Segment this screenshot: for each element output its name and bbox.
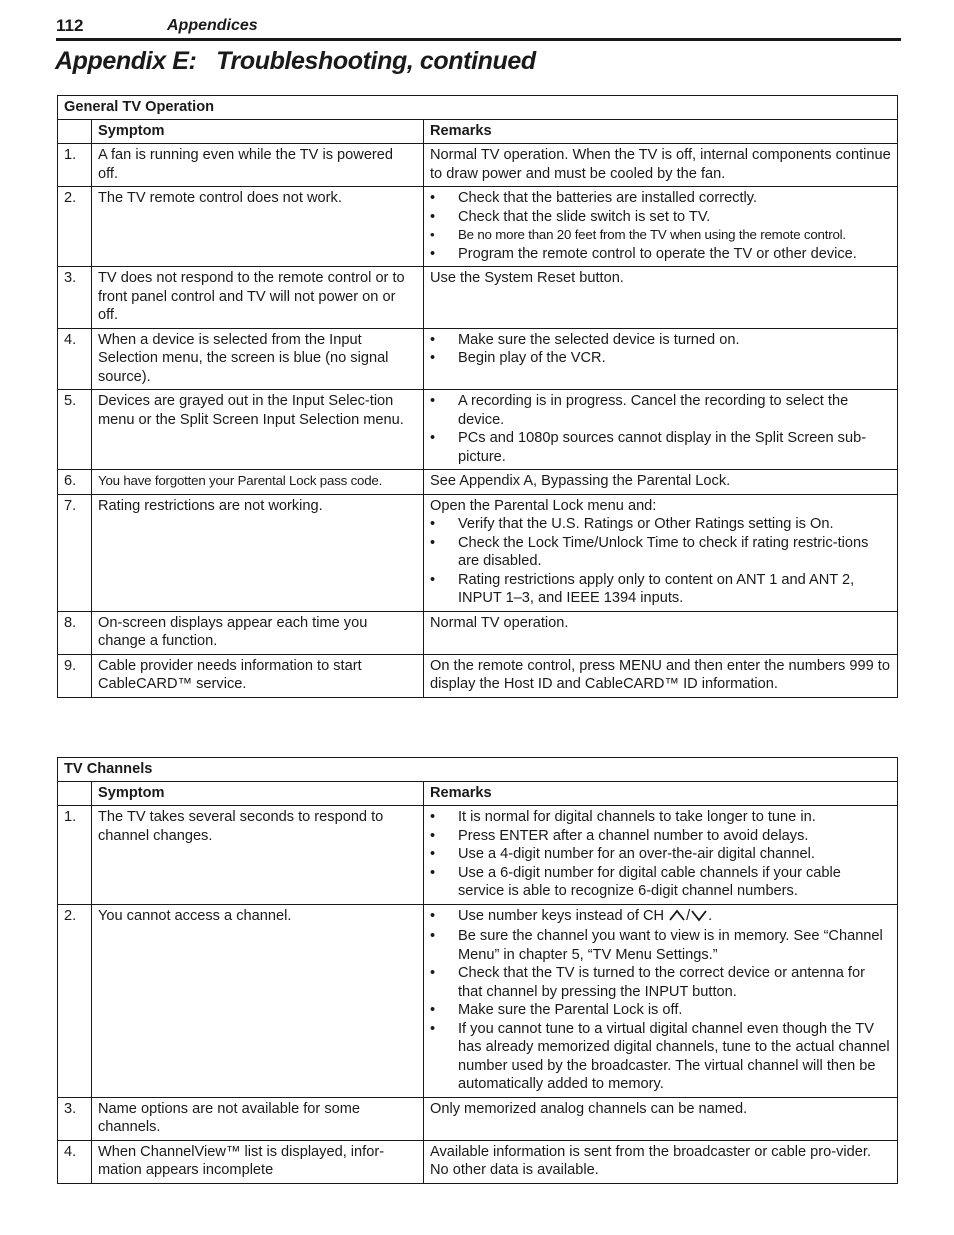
remarks-cell bbox=[424, 494, 898, 611]
remark-bullet: • Rating restrictions apply only to content on ANT 1 and ANT 2, INPUT 1–3, and IEEE 1394 inputs. bbox=[430, 571, 891, 608]
remark-bullet: • Check that the batteries are installed correctly. bbox=[430, 189, 891, 208]
row-number: 8. bbox=[58, 611, 92, 654]
remarks-bullet-list bbox=[430, 808, 891, 901]
symptom-cell: The TV takes several seconds to respond to channel changes. bbox=[92, 806, 424, 905]
remark-bullet: • Be no more than 20 feet from the TV when using the remote control. bbox=[430, 226, 891, 245]
tv-channels-table bbox=[57, 757, 898, 1184]
remark-bullet: • Be sure the channel you want to view is in memory. See “Channel Menu” in chapter 5, “TV Menu Settings.” bbox=[430, 927, 891, 964]
row-number: 2. bbox=[58, 187, 92, 267]
remarks-bullet-list bbox=[430, 392, 891, 466]
table-row bbox=[58, 328, 898, 390]
number-column-header bbox=[58, 781, 92, 806]
symptom-cell: On-screen displays appear each time you change a function. bbox=[92, 611, 424, 654]
ch-bullet-suffix: . bbox=[708, 907, 713, 924]
ch-bullet-separator: / bbox=[686, 907, 691, 924]
remark-bullet: • Use a 4-digit number for an over-the-air digital channel. bbox=[430, 845, 891, 864]
remark-bullet: • Program the remote control to operate the TV or other device. bbox=[430, 245, 891, 264]
table-row bbox=[58, 470, 898, 495]
remark-bullet: • Press ENTER after a channel number to avoid delays. bbox=[430, 827, 891, 846]
remarks-cell bbox=[424, 187, 898, 267]
remarks-bullet-list bbox=[430, 189, 891, 263]
table-title: TV Channels bbox=[58, 758, 898, 782]
ch-bullet-prefix: Use number keys instead of CH bbox=[458, 907, 669, 924]
row-number: 1. bbox=[58, 144, 92, 187]
table-row bbox=[58, 494, 898, 611]
remark-bullet: • Use a 6-digit number for digital cable channels if your cable service is able to recognize 6-digit channel numbers. bbox=[430, 864, 891, 901]
table-row bbox=[58, 806, 898, 905]
symptom-cell: TV does not respond to the remote control or to front panel control and TV will not power on or off. bbox=[92, 267, 424, 329]
row-number: 9. bbox=[58, 654, 92, 697]
row-number: 5. bbox=[58, 390, 92, 470]
symptom-column-header: Symptom bbox=[92, 119, 424, 144]
remarks-cell bbox=[424, 904, 898, 1097]
symptom-cell: A fan is running even while the TV is powered off. bbox=[92, 144, 424, 187]
table-row bbox=[58, 611, 898, 654]
table-title-row bbox=[58, 96, 898, 120]
symptom-cell: Rating restrictions are not working. bbox=[92, 494, 424, 611]
row-number: 3. bbox=[58, 1097, 92, 1140]
chevron-up-icon bbox=[668, 908, 686, 928]
symptom-cell: Cable provider needs information to start CableCARD™ service. bbox=[92, 654, 424, 697]
symptom-column-header: Symptom bbox=[92, 781, 424, 806]
row-number: 6. bbox=[58, 470, 92, 495]
remark-bullet: • Check that the TV is turned to the correct device or antenna for that channel by pressing the INPUT button. bbox=[430, 964, 891, 1001]
remarks-bullet-list bbox=[430, 331, 891, 368]
remark-bullet: • It is normal for digital channels to take longer to tune in. bbox=[430, 808, 891, 827]
row-number: 1. bbox=[58, 806, 92, 905]
remarks-lead: Open the Parental Lock menu and: bbox=[430, 497, 657, 514]
remark-bullet: • Make sure the selected device is turned on. bbox=[430, 331, 891, 350]
table-row bbox=[58, 904, 898, 1097]
table-row bbox=[58, 267, 898, 329]
column-header-row bbox=[58, 781, 898, 806]
symptom-cell: You have forgotten your Parental Lock pass code. bbox=[92, 470, 424, 495]
row-number: 4. bbox=[58, 328, 92, 390]
remarks-cell bbox=[424, 390, 898, 470]
remarks-cell: Available information is sent from the broadcaster or cable pro-vider. No other data is available. bbox=[424, 1140, 898, 1183]
remarks-cell: Normal TV operation. When the TV is off, internal components continue to draw power and must be cooled by the fan. bbox=[424, 144, 898, 187]
table-row bbox=[58, 1140, 898, 1183]
number-column-header bbox=[58, 119, 92, 144]
symptom-cell: Name options are not available for some channels. bbox=[92, 1097, 424, 1140]
remark-bullet: • Make sure the Parental Lock is off. bbox=[430, 1001, 891, 1020]
table-row bbox=[58, 187, 898, 267]
row-number: 2. bbox=[58, 904, 92, 1097]
column-header-row bbox=[58, 119, 898, 144]
table-row bbox=[58, 390, 898, 470]
table-title: General TV Operation bbox=[58, 96, 898, 120]
remark-bullet: • Check the Lock Time/Unlock Time to check if rating restric-tions are disabled. bbox=[430, 534, 891, 571]
row-number: 4. bbox=[58, 1140, 92, 1183]
general-tv-operation-table bbox=[57, 95, 898, 698]
remark-bullet: • A recording is in progress. Cancel the recording to select the device. bbox=[430, 392, 891, 429]
remarks-cell: See Appendix A, Bypassing the Parental Lock. bbox=[424, 470, 898, 495]
remark-bullet: • PCs and 1080p sources cannot display in the Split Screen sub-picture. bbox=[430, 429, 891, 466]
running-header bbox=[56, 14, 901, 41]
remarks-bullet-list bbox=[430, 907, 891, 1094]
symptom-cell: Devices are grayed out in the Input Selec-tion menu or the Split Screen Input Selection menu. bbox=[92, 390, 424, 470]
remarks-cell: Normal TV operation. bbox=[424, 611, 898, 654]
row-number: 3. bbox=[58, 267, 92, 329]
symptom-cell: When a device is selected from the Input Selection menu, the screen is blue (no signal source). bbox=[92, 328, 424, 390]
table-row bbox=[58, 144, 898, 187]
table-row bbox=[58, 654, 898, 697]
remarks-column-header: Remarks bbox=[424, 119, 898, 144]
symptom-cell: The TV remote control does not work. bbox=[92, 187, 424, 267]
chevron-down-icon bbox=[690, 908, 708, 928]
remark-bullet: • Verify that the U.S. Ratings or Other Ratings setting is On. bbox=[430, 515, 891, 534]
page-number: 112 bbox=[56, 16, 84, 35]
remarks-column-header: Remarks bbox=[424, 781, 898, 806]
remark-bullet: • Check that the slide switch is set to TV. bbox=[430, 208, 891, 227]
table-title-row bbox=[58, 758, 898, 782]
page-title: Appendix E: Troubleshooting, continued bbox=[55, 47, 536, 75]
remark-bullet: • If you cannot tune to a virtual digital channel even though the TV has already memorized digital channels, tune to the actual channel number used by the broadcaster. The virtual channel will then be automatically added to memory. bbox=[430, 1020, 891, 1094]
remarks-cell bbox=[424, 328, 898, 390]
remarks-cell: On the remote control, press MENU and then enter the numbers 999 to display the Host ID and CableCARD™ ID information. bbox=[424, 654, 898, 697]
remarks-cell: Only memorized analog channels can be named. bbox=[424, 1097, 898, 1140]
remarks-cell: Use the System Reset button. bbox=[424, 267, 898, 329]
symptom-cell: You cannot access a channel. bbox=[92, 904, 424, 1097]
table-row bbox=[58, 1097, 898, 1140]
remarks-cell bbox=[424, 806, 898, 905]
remark-bullet bbox=[430, 907, 891, 928]
section-name: Appendices bbox=[167, 17, 258, 34]
row-number: 7. bbox=[58, 494, 92, 611]
remarks-bullet-list bbox=[430, 515, 891, 608]
symptom-cell: When ChannelView™ list is displayed, infor-mation appears incomplete bbox=[92, 1140, 424, 1183]
remark-bullet: • Begin play of the VCR. bbox=[430, 349, 891, 368]
